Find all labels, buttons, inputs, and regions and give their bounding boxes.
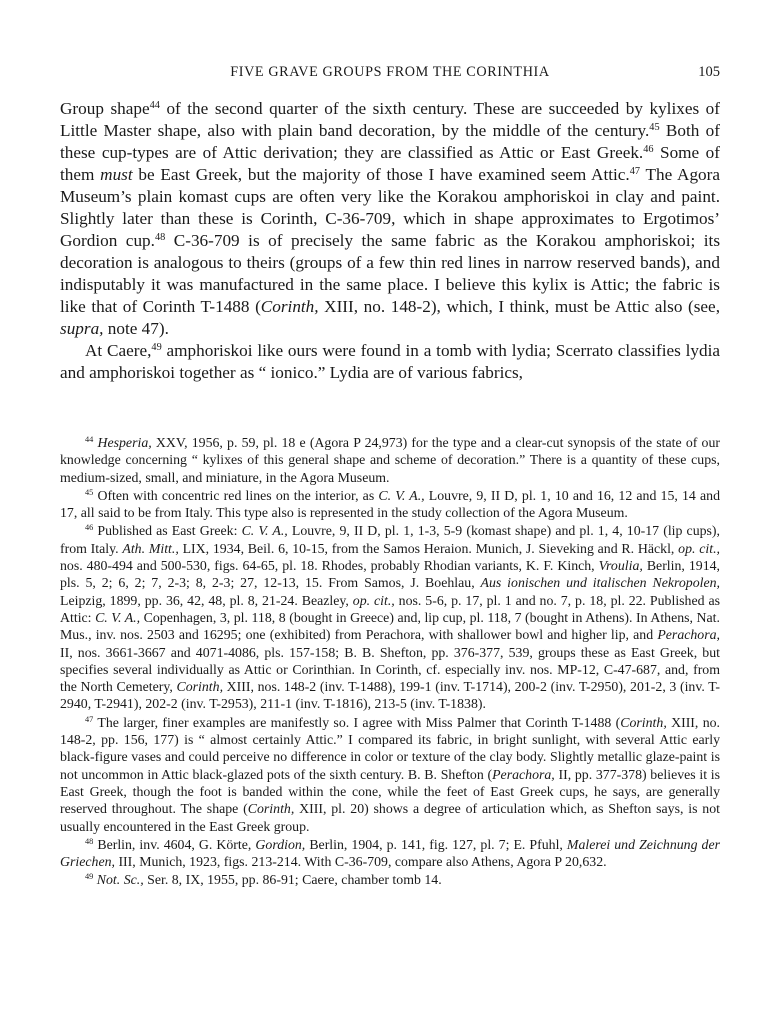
footnote-number: 49 [85,872,94,882]
footnote-45: $^{45}$ Often with concentric red lines on the interior, as C. V. A., Louvre, 9, II D, pl. 1, 10 and 16, 12 and 15, 14 and 17, all said to be from Italy. This type also is represented in the study collection of the Agora Museum. [60,487,720,521]
footnote-44: $^{44}$ Hesperia, XXV, 1956, p. 59, pl. 18 e (Agora P 24,973) for the type and a clear-cut synopsis of the state of our knowledge concerning “ kylixes of this general shape and scheme of decoration.” There is a quantity of these cups, medium-sized, small, and miniature, in the Agora Museum. [60,435,720,485]
footnote-ref-46[interactable]: 46 [643,143,654,155]
footnote-48: $^{48}$ Berlin, inv. 4604, G. Körte, Gordion, Berlin, 1904, p. 141, fig. 127, pl. 7; E. Pfuhl, Malerei und Zeichnung der Griechen, III, Munich, 1923, figs. 213-214. With C-36-709, compare also Athens, Agora P 20,632. [60,836,720,870]
footnote-ref-48[interactable]: 48 [154,231,166,243]
running-title: FIVE GRAVE GROUPS FROM THE CORINTHIA [230,64,550,80]
footnote-47: $^{47}$ The larger, finer examples are manifestly so. I agree with Miss Palmer that Corinth T-1488 (Corinth, XIII, no. 148-2, pp. 156, 177) is “ almost certainly Attic.” I compared its fabric, in bright sunlight, with several Attic early black-figure vases and could perceive no difference in color or texture of the clay body. Slightly metallic glaze-paint is not uncommon in Attic black-glazed pots of the sixth century. B. B. Shefton (Perachora, II, pp. 377-378) believes it is East Greek, though the foot is banded within the cone, while the feet of East Greek cups, he says, are generally reserved throughout. The shape (Corinth, XIII, pl. 20) shows a degree of articulation which, as Shefton says, is not usually encountered in the East Greek group. [60,714,720,834]
main-text [60,98,720,384]
paragraph-1: Group shape$^{44}$ of the second quarter of the sixth century. These are succeeded by kylixes of Little Master shape, also with plain band decoration, by the middle of the century.$^{45}$ Both of these cup-types are of Attic derivation; they are classified as Attic or East Greek.$^{46}$ Some of them must be East Greek, but the majority of those I have examined seem Attic.$^{47}$ The Agora Museum’s plain komast cups are often very like the Korakou amphoriskoi in clay and paint. Slightly later than these is Corinth, C-36-709, which in shape approximates to Ergotimos’ Gordion cup.$^{48}$ C-36-709 is of precisely the same fabric as the Korakou amphoriskoi; its decoration is analogous to theirs (groups of a few thin red lines in narrow reserved bands), and indisputably it was manufactured in the same place. I believe this kylix is Attic; the fabric is like that of Corinth T-1488 (Corinth, XIII, no. 148-2), which, I think, must be Attic also (see, supra, note 47). [60,99,721,338]
footnote-ref-45[interactable]: 45 [649,121,660,133]
page-number: 105 [698,64,720,80]
footnote-ref-47[interactable]: 47 [629,165,641,177]
paragraph-2: At Caere,$^{49}$ amphoriskoi like ours were found in a tomb with lydia; Scerrato classifies lydia and amphoriskoi together as “ ionico.” Lydia are of various fabrics, [60,341,721,382]
footnote-ref-49[interactable]: 49 [151,341,162,353]
footnote-number: 45 [85,487,94,497]
footnote-number: 44 [85,435,94,445]
footnote-number: 47 [85,714,94,724]
footnote-number: 48 [85,836,94,846]
footnotes [60,434,720,890]
footnote-46: $^{46}$ Published as East Greek: C. V. A., Louvre, 9, II D, pl. 1, 1-3, 5-9 (komast shape) and pl. 1, 4, 10-17 (lip cups), from Italy. Ath. Mitt., LIX, 1934, Beil. 6, 10-15, from the Samos Heraion. Munich, J. Sieveking and R. Häckl, op. cit., nos. 480-494 and 500-530, figs. 64-65, pl. 18. Rhodes, probably Rhodian variants, K. F. Kinch, Vroulia, Berlin, 1914, pls. 5, 2; 6, 2; 7, 2-3; 8, 2-3; 27, 12-13, 15. From Samos, J. Boehlau, Aus ionischen und italischen Nekropolen, Leipzig, 1899, pp. 36, 42, 48, pl. 8, 21-24. Beazley, op. cit., nos. 5-6, p. 17, pl. 1 and no. 7, p. 18, pl. 22. Published as Attic: C. V. A., Copenhagen, 3, pl. 118, 8 (bought in Greece) and, lip cup, pl. 118, 7 (bought in Athens). In Athens, Nat. Mus., inv. nos. 2503 and 16295; one (exhibited) from Perachora, with shallower bowl and higher lip, and Perachora, II, nos. 3661-3667 and 4071-4086, pls. 157-158; B. B. Shefton, pp. 376-377, 539, groups these as East Greek, but specifies several individually as Attic or Corinthian. In Corinth, cf. especially inv. nos. MP-12, C-47-687, and, from the North Cemetery, Corinth, XIII, nos. 148-2 (inv. T-1488), 199-1 (inv. T-1714), 200-2 (inv. T-2950), 201-2, 3 (inv. T-2940, T-2941), 202-2 (inv. T-2953), 211-1 (inv. T-1816), 213-5 (inv. T-1838). [60,523,721,712]
footnote-49: $^{49}$ Not. Sc., Ser. 8, IX, 1955, pp. 86-91; Caere, chamber tomb 14. [85,872,442,888]
running-head [60,64,720,86]
footnote-ref-44[interactable]: 44 [149,99,160,111]
footnote-number: 46 [85,523,94,533]
